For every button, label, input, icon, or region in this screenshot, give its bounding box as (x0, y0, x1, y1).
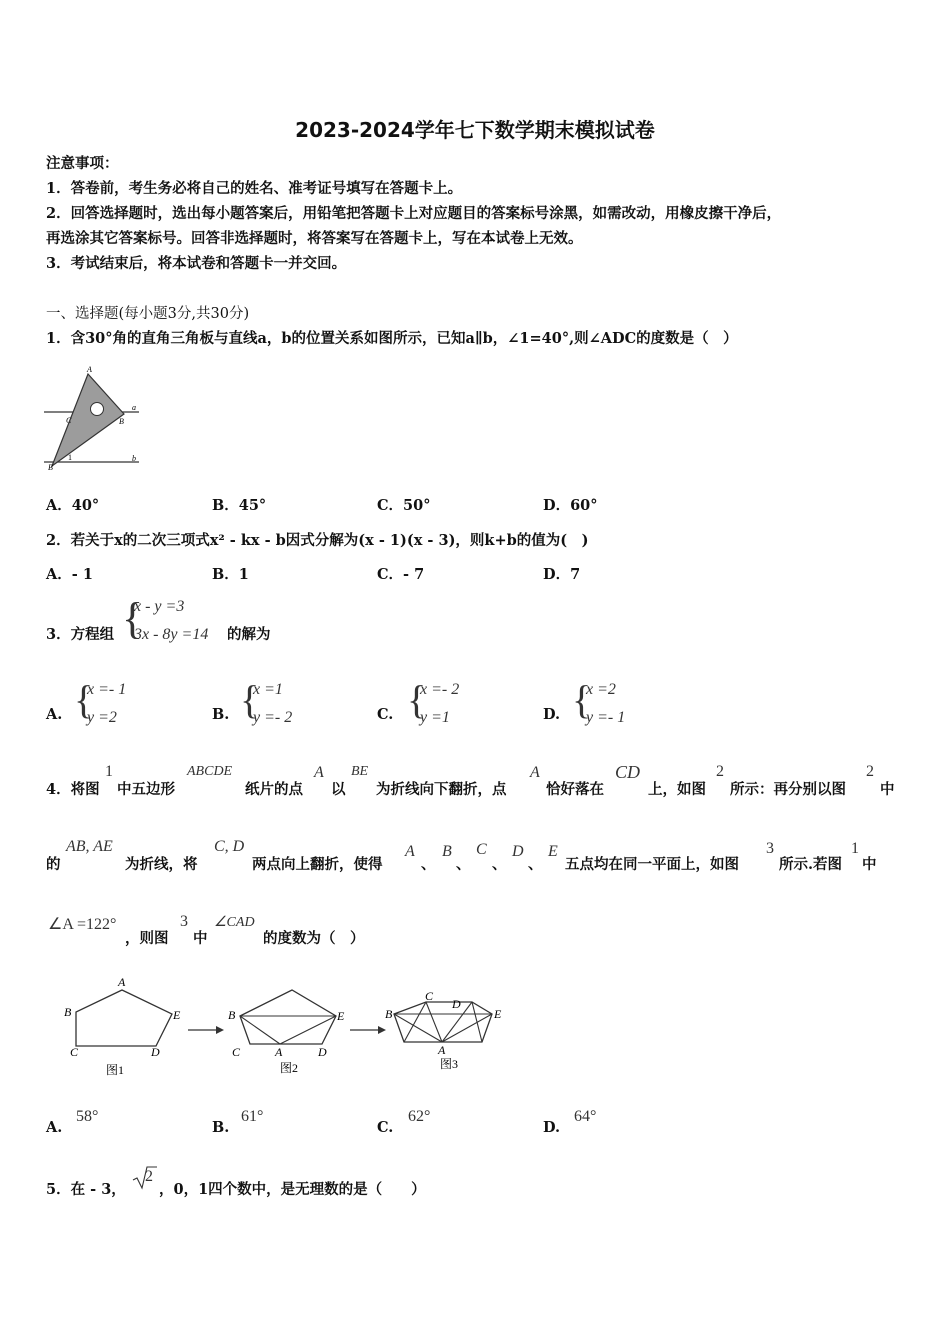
q4-l1-p1: 4．将图 (46, 781, 100, 798)
q1-label-a: a (132, 403, 136, 412)
q1-option-d[interactable]: D．60° (543, 497, 598, 514)
q4-l1-m2: A (314, 764, 324, 781)
q4-l2-n2: 1 (851, 840, 859, 857)
fig2-label-D: D (318, 1045, 327, 1059)
q4-option-a-label[interactable]: A. (46, 1119, 63, 1136)
q4-l2-s2: 、 (456, 856, 471, 873)
q4-l1-p3: 纸片的点 (245, 781, 303, 798)
q5-radicand: 2 (145, 1168, 153, 1185)
q3-option-a-brace: { (74, 677, 94, 722)
q4-l3-m1: ∠A =122° (48, 916, 117, 933)
fig2-label-C: C (232, 1045, 241, 1059)
q1-label-B-upper: B (119, 417, 124, 426)
fig2-label-E: E (337, 1009, 345, 1023)
q3-option-d-line2: y =- 1 (586, 709, 626, 726)
q3-option-c-line1: x =- 2 (420, 681, 460, 698)
fig1-label-E: E (173, 1008, 181, 1022)
q4-l2-m7: E (548, 843, 558, 860)
q3-option-c-brace: { (407, 677, 427, 722)
q3-option-d-line1: x =2 (586, 681, 616, 698)
q3-option-b-label[interactable]: B. (212, 706, 230, 723)
q4-l1-p9: 中 (880, 781, 895, 798)
q4-l3-p2: 中 (193, 930, 208, 947)
fig1-label-D: D (151, 1045, 160, 1059)
q4-l1-m1: ABCDE (187, 764, 233, 779)
q2-option-b[interactable]: B．1 (212, 566, 249, 583)
question-3-prefix: 3．方程组 (46, 626, 115, 643)
fig3-caption: 图3 (440, 1057, 459, 1071)
q4-l2-m1: AB, AE (66, 838, 113, 855)
q4-l2-p1: 的 (46, 856, 61, 873)
fig2-label-B: B (228, 1008, 236, 1022)
q1-option-a[interactable]: A．40° (46, 497, 100, 514)
fig3-label-E: E (494, 1007, 502, 1021)
q4-option-c-label[interactable]: C. (377, 1119, 394, 1136)
q3-system-eq1: x - y =3 (134, 598, 185, 615)
q1-label-B-lower: B (48, 463, 53, 472)
q4-option-d-value: 64° (574, 1108, 597, 1125)
q1-label-A: A (87, 365, 92, 374)
fig3-label-D: D (452, 997, 461, 1011)
q4-option-c-value: 62° (408, 1108, 431, 1125)
fig1-label-C: C (70, 1045, 79, 1059)
q4-l2-s1: 、 (421, 856, 436, 873)
q4-l1-p5: 为折线向下翻折，点 (376, 781, 507, 798)
q1-label-b: b (132, 454, 136, 463)
fig3-label-C: C (425, 989, 434, 1003)
q3-option-c-label[interactable]: C. (377, 706, 394, 723)
q4-l1-n1: 1 (105, 763, 113, 780)
q4-option-a-value: 58° (76, 1108, 99, 1125)
q4-option-b-value: 61° (241, 1108, 264, 1125)
q3-option-b-brace: { (240, 677, 260, 722)
fig3-label-A: A (438, 1043, 446, 1057)
q4-option-d-label[interactable]: D. (543, 1119, 561, 1136)
notice-heading: 注意事项： (46, 155, 119, 172)
notice-item-2-cont: 再选涂其它答案标号。回答非选择题时，将答案写在答题卡上，写在本试卷上无效。 (46, 230, 583, 247)
q4-l2-p3: 两点向上翻折，使得 (252, 856, 383, 873)
q4-l2-n1: 3 (766, 840, 774, 857)
q4-l2-m4: B (442, 843, 452, 860)
q4-l2-m3: A (405, 843, 415, 860)
q3-option-a-label[interactable]: A. (46, 706, 63, 723)
q2-option-d[interactable]: D．7 (543, 566, 581, 583)
q4-l2-p6: 中 (862, 856, 877, 873)
q1-label-C: C (66, 416, 72, 425)
fig1-caption: 图1 (106, 1063, 125, 1077)
q2-option-c[interactable]: C．- 7 (377, 566, 425, 583)
page-title: 2023-2024学年七下数学期末模拟试卷 (295, 118, 655, 142)
q4-l1-p4: 以 (331, 781, 346, 798)
q5-text-part1: 5．在 - 3， (46, 1181, 126, 1198)
q5-text-part2: ，0，1四个数中，是无理数的是（ ） (159, 1181, 426, 1198)
fig1-label-A: A (118, 975, 126, 989)
q4-l2-s4: 、 (528, 856, 543, 873)
fig2-caption: 图2 (280, 1061, 299, 1075)
q4-l1-m4: A (530, 764, 540, 781)
q4-figure (60, 972, 520, 1082)
q4-l1-p8: 所示：再分别以图 (730, 781, 846, 798)
q4-l2-m6: D (512, 843, 524, 860)
question-1-text: 1．含30°角的直角三角板与直线a，b的位置关系如图所示，已知a∥b，∠1=40°,则∠ADC的度数是（ ） (46, 330, 738, 347)
q4-l1-n3: 2 (866, 763, 874, 780)
fig1-label-B: B (64, 1005, 72, 1019)
q4-l1-p6: 恰好落在 (546, 781, 604, 798)
q4-l2-p5: 所示.若图 (779, 856, 843, 873)
q4-option-b-label[interactable]: B. (212, 1119, 230, 1136)
q4-l3-p3: 的度数为（ ） (263, 930, 365, 947)
q3-option-b-line1: x =1 (253, 681, 283, 698)
q1-figure (44, 362, 144, 474)
q3-option-a-line2: y =2 (87, 709, 117, 726)
question-3-suffix: 的解为 (227, 626, 271, 643)
q1-option-c[interactable]: C．50° (377, 497, 431, 514)
q3-system-brace: { (122, 594, 144, 643)
q4-l2-s3: 、 (492, 856, 507, 873)
fig2-label-A: A (275, 1045, 283, 1059)
notice-item-2: 2．回答选择题时，选出每小题答案后，用铅笔把答题卡上对应题目的答案标号涂黑，如需改动，用橡皮擦干净后， (46, 205, 782, 222)
q4-l2-m2: C, D (214, 838, 245, 855)
q3-option-b-line2: y =- 2 (253, 709, 293, 726)
q4-l2-m5: C (476, 841, 487, 858)
fig3-label-B: B (385, 1007, 393, 1021)
q4-l1-p2: 中五边形 (117, 781, 175, 798)
q4-l1-p7: 上，如图 (648, 781, 706, 798)
notice-item-1: 1．答卷前，考生务必将自己的姓名、准考证号填写在答题卡上。 (46, 180, 463, 197)
q4-l3-n1: 3 (180, 913, 188, 930)
q4-l3-p1: ，则图 (125, 930, 169, 947)
q1-option-b[interactable]: B．45° (212, 497, 267, 514)
notice-item-3: 3．考试结束后，将本试卷和答题卡一并交回。 (46, 255, 347, 272)
q4-l1-m3: BE (351, 764, 369, 779)
q3-system-eq2: 3x - 8y =14 (134, 626, 209, 643)
q2-option-a[interactable]: A．- 1 (46, 566, 93, 583)
q4-l1-m5: CD (615, 762, 641, 782)
q3-option-c-line2: y =1 (420, 709, 450, 726)
q4-l3-m2: ∠CAD (214, 915, 255, 930)
q3-option-a-line1: x =- 1 (87, 681, 127, 698)
question-2-text: 2．若关于x的二次三项式x² - kx - b因式分解为(x - 1)(x - 3)，则k+b的值为( ) (46, 532, 589, 549)
q4-l1-n2: 2 (716, 763, 724, 780)
q4-l2-p2: 为折线，将 (125, 856, 198, 873)
q4-l2-p4: 五点均在同一平面上，如图 (565, 856, 739, 873)
q1-label-1: 1 (68, 453, 72, 462)
section-heading: 一、选择题(每小题3分,共30分) (46, 306, 250, 322)
q3-option-d-brace: { (572, 677, 592, 722)
q3-option-d-label[interactable]: D. (543, 706, 561, 723)
